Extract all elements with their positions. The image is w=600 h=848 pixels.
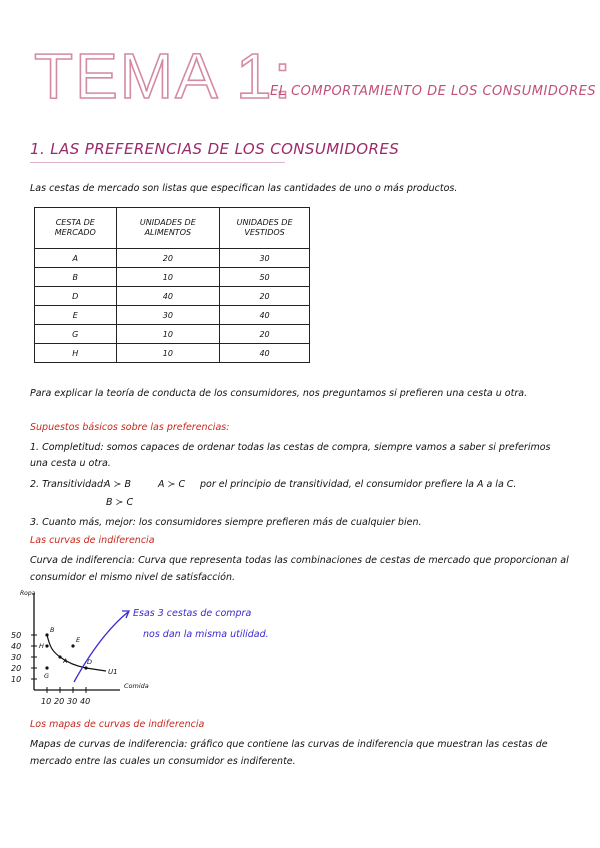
x-tick-label: 20 <box>54 697 65 706</box>
table-cell: B <box>35 268 117 287</box>
table-cell: 40 <box>116 287 220 306</box>
table-cell: 50 <box>220 268 310 287</box>
y-tick-label: 40 <box>11 642 22 651</box>
transitividad-text: por el principio de transitividad, el consumidor prefiere la A a la C. <box>200 479 517 490</box>
curve-label-u1: U1 <box>108 668 118 676</box>
point-label: A <box>63 657 68 665</box>
table-header-vestidos: UNIDADES DE VESTIDOS <box>220 208 310 249</box>
supuesto-cuanto-mas: 3. Cuanto más, mejor: los consumidores siempre prefieren más de cualquier bien. <box>30 517 422 528</box>
annotation-arrow-shaft <box>74 612 128 682</box>
point-label: D <box>87 658 93 666</box>
point-d <box>84 666 87 669</box>
table-cell: 40 <box>220 306 310 325</box>
table-cell: D <box>35 287 117 306</box>
y-tick-label: 10 <box>11 675 22 684</box>
table-row <box>35 249 310 268</box>
table-cell: 30 <box>116 306 220 325</box>
y-axis-label: Ropa <box>20 590 36 597</box>
table-header-alimentos: UNIDADES DE ALIMENTOS <box>116 208 220 249</box>
curvas-definition: Curva de indiferencia: Curva que representa todas las combinaciones de cestas de mercado que proporcionan al consumidor el mismo nivel de satisfacción. <box>30 555 569 583</box>
curvas-heading: Las curvas de indiferencia <box>30 535 155 546</box>
point-a <box>58 655 61 658</box>
indifference-curve-graph <box>0 585 300 710</box>
y-tick-label: 50 <box>11 631 22 640</box>
point-e <box>71 644 74 647</box>
explanation-paragraph: Para explicar la teoría de conducta de los consumidores, nos preguntamos si prefieren una cesta u otra. <box>30 388 528 399</box>
transitividad-a-b: A ≻ B <box>104 479 132 490</box>
x-tick-label: 30 <box>67 697 78 706</box>
table-header-cesta: CESTA DE MERCADO <box>35 208 117 249</box>
intro-paragraph: Las cestas de mercado son listas que especifican las cantidades de uno o más productos. <box>30 183 458 194</box>
table-row <box>35 325 310 344</box>
mapas-heading: Los mapas de curvas de indiferencia <box>30 719 205 730</box>
table-row <box>35 268 310 287</box>
supuesto-transitividad-label: 2. Transitividad: <box>30 479 107 490</box>
x-axis-label: Comida <box>124 682 149 690</box>
y-tick-label: 20 <box>11 664 22 673</box>
table-cell: G <box>35 325 117 344</box>
point-label: H <box>39 642 44 650</box>
table-cell: E <box>35 306 117 325</box>
transitividad-a-c: A ≻ C <box>158 479 186 490</box>
page-title-tema: TEMA 1: <box>34 40 294 112</box>
table-cell: 30 <box>220 249 310 268</box>
page-subtitle: EL COMPORTAMIENTO DE LOS CONSUMIDORES <box>270 84 597 99</box>
point-label: G <box>44 672 50 680</box>
table-cell: 20 <box>220 325 310 344</box>
point-label: E <box>76 636 81 644</box>
x-tick-label: 40 <box>80 697 91 706</box>
table-cell: 10 <box>116 344 220 363</box>
table-cell: A <box>35 249 117 268</box>
x-tick-label: 10 <box>41 697 52 706</box>
heading-underline <box>30 162 285 163</box>
transitividad-b-c: B ≻ C <box>106 497 134 508</box>
y-tick-label: 30 <box>11 653 22 662</box>
point-b <box>45 633 48 636</box>
market-basket-table <box>34 207 310 363</box>
table-cell: H <box>35 344 117 363</box>
table-row <box>35 287 310 306</box>
table-cell: 10 <box>116 325 220 344</box>
supuesto-completitud: 1. Completitud: somos capaces de ordenar todas las cestas de compra, siempre vamos a saber si preferimos una cesta u otra. <box>30 442 551 469</box>
section-heading-preferencias: 1. LAS PREFERENCIAS DE LOS CONSUMIDORES <box>30 140 400 158</box>
graph-annotation-line1: Esas 3 cestas de compra <box>133 608 252 619</box>
table-cell: 10 <box>116 268 220 287</box>
point-h <box>45 644 48 647</box>
table-cell: 20 <box>116 249 220 268</box>
supuestos-heading: Supuestos básicos sobre las preferencias: <box>30 422 230 433</box>
mapas-definition: Mapas de curvas de indiferencia: gráfico que contiene las curvas de indiferencia que muestran las cestas de mercado entre las cuales un consumidor es indiferente. <box>30 739 548 767</box>
table-cell: 20 <box>220 287 310 306</box>
table-row <box>35 344 310 363</box>
point-label: B <box>50 626 55 634</box>
point-g <box>45 666 48 669</box>
table-cell: 40 <box>220 344 310 363</box>
table-row <box>35 306 310 325</box>
graph-annotation-line2: nos dan la misma utilidad. <box>143 629 269 640</box>
